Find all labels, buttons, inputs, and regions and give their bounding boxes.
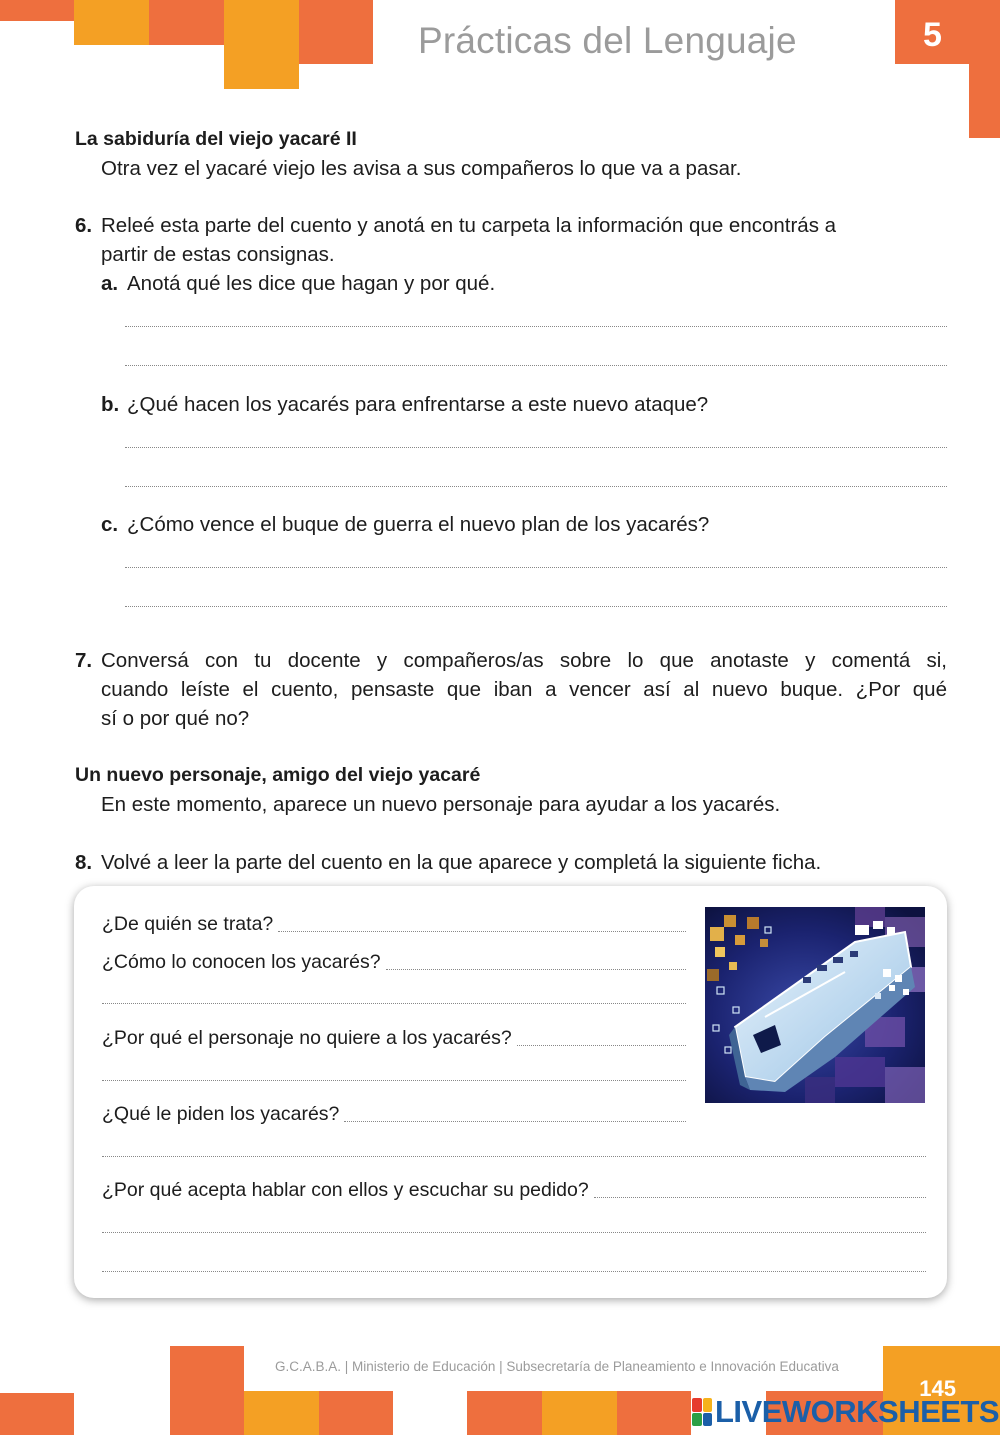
answer-line[interactable] [125,486,947,487]
footer-decor-block [170,1346,244,1435]
header-decor-block [969,64,1000,138]
section-title: La sabiduría del viejo yacaré II [75,128,357,150]
answer-line[interactable] [344,1121,686,1122]
question-number: 6. [75,214,93,237]
subquestion-label: c. [101,513,119,536]
question-text: Conversá con tu docente y compañeros/as sobre lo que anotaste y comentá si, [101,649,947,672]
character-sheet-card [74,886,947,1298]
answer-line[interactable] [102,1232,926,1233]
footer-decor-block [0,1393,74,1435]
question-text: sí o por qué no? [101,707,250,730]
answer-line[interactable] [102,1080,686,1081]
answer-line[interactable] [102,1003,686,1004]
footer-decor-block [244,1391,319,1435]
answer-line[interactable] [517,1045,686,1046]
sheet-row [102,1102,686,1126]
sheet-question: ¿Por qué el personaje no quiere a los yacarés? [102,1027,512,1049]
chapter-number-badge: 5 [895,0,970,64]
sheet-question: ¿Por qué acepta hablar con ellos y escuchar su pedido? [102,1179,589,1201]
footer-decor-block [467,1391,542,1435]
question-number: 7. [75,649,93,672]
page-number: 145 [883,1346,1000,1435]
sheet-row [102,1178,926,1202]
subquestion-text: Anotá qué les dice que hagan y por qué. [127,272,496,295]
header-decor-block [970,0,1000,64]
answer-line[interactable] [102,1271,926,1272]
liveworksheets-logo[interactable] [692,1394,999,1430]
answer-line[interactable] [386,969,686,970]
liveworksheets-wordmark: LIVEWORKSHEETS [715,1394,1000,1429]
sheet-question: ¿Qué le piden los yacarés? [102,1103,340,1125]
sheet-row [102,950,686,974]
sheet-row [102,1026,686,1050]
answer-line[interactable] [125,365,947,366]
subquestion-label: b. [101,393,120,416]
sheet-row [102,912,686,936]
header-decor-block [299,0,373,64]
answer-line[interactable] [102,1156,926,1157]
subquestion-label: a. [101,272,119,295]
footer-decor-block [617,1391,691,1435]
footer-decor-block [319,1391,393,1435]
answer-line[interactable] [125,326,947,327]
question-text: cuando leíste el cuento, pensaste que iban a vencer así al nuevo buque. ¿Por qué [101,678,947,701]
question-number: 8. [75,851,93,874]
question-text: Volvé a leer la parte del cuento en la que aparece y completá la siguiente ficha. [101,851,822,874]
liveworksheets-badge-icon [692,1398,712,1426]
answer-line[interactable] [125,606,947,607]
footer-credits: G.C.A.B.A. | Ministerio de Educación | Subsecretaría de Planeamiento e Innovación Educativa [275,1359,839,1374]
answer-line[interactable] [594,1197,926,1198]
question-text: partir de estas consignas. [101,243,335,266]
section-intro: En este momento, aparece un nuevo personaje para ayudar a los yacarés. [101,793,781,816]
sheet-question: ¿De quién se trata? [102,913,274,935]
subquestion-text: ¿Cómo vence el buque de guerra el nuevo plan de los yacarés? [127,513,710,536]
section-intro: Otra vez el yacaré viejo les avisa a sus compañeros lo que va a pasar. [101,157,742,180]
sheet-question: ¿Cómo lo conocen los yacarés? [102,951,381,973]
section-title: Un nuevo personaje, amigo del viejo yacaré [75,764,481,786]
footer-decor-block [542,1391,617,1435]
page-header-title: Prácticas del Lenguaje [418,20,797,61]
header-decor-block [224,0,299,89]
header-decor-block [149,0,224,45]
warship-illustration-icon [705,907,925,1103]
question-text: Releé esta parte del cuento y anotá en tu carpeta la información que encontrás a [101,214,837,237]
subquestion-text: ¿Qué hacen los yacarés para enfrentarse a este nuevo ataque? [127,393,709,416]
header-decor-block [74,0,149,45]
answer-line[interactable] [125,567,947,568]
answer-line[interactable] [125,447,947,448]
answer-line[interactable] [278,931,686,932]
header-decor-block [0,0,74,21]
